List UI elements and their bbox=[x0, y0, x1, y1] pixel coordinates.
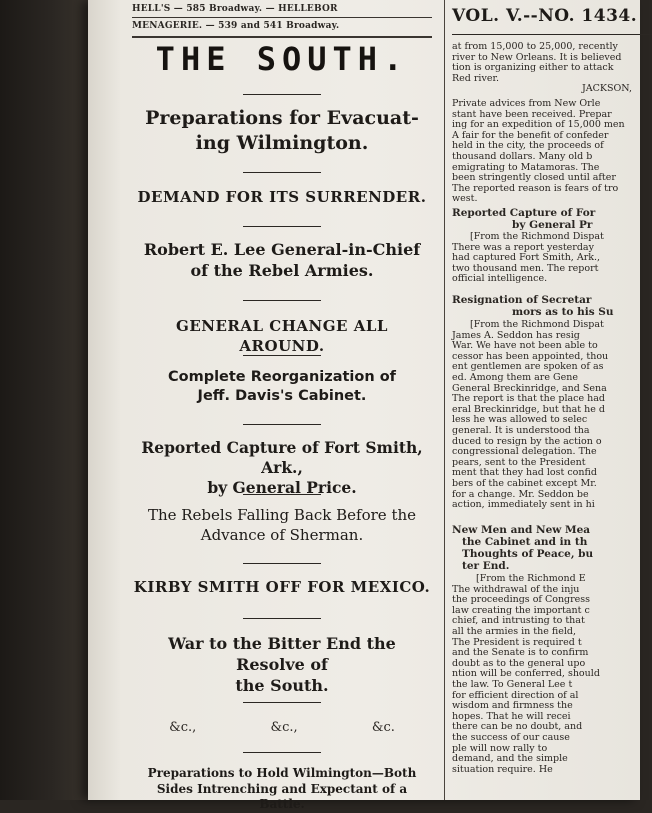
text-line: wisdom and firmness the bbox=[452, 700, 573, 712]
text-line: doubt as to the general upo bbox=[452, 657, 586, 669]
text-line: ple will now rally to bbox=[452, 742, 548, 754]
text-line: [From the Richmond Dispat bbox=[470, 319, 604, 330]
headline-deck-4: GENERAL CHANGE ALL AROUND. bbox=[176, 317, 388, 355]
section-masthead: THE SOUTH. bbox=[155, 40, 409, 78]
text-line: duced to resign by the action o bbox=[452, 435, 602, 447]
text-line: The reported reason is fears of tro bbox=[452, 182, 619, 194]
deck-rule bbox=[243, 563, 321, 564]
text-line: two thousand men. The report bbox=[452, 262, 599, 274]
text-line: Red river. bbox=[452, 72, 499, 84]
text-line: hopes. That he will recei bbox=[452, 710, 571, 722]
text-line: ment that they had lost confid bbox=[452, 467, 597, 479]
main-column bbox=[132, 0, 432, 812]
text-line: tion is organizing either to attack bbox=[452, 62, 614, 74]
text-line: chief, and intrusting to that bbox=[452, 615, 585, 627]
subhead-line: Resignation of Secretar bbox=[452, 294, 592, 306]
volume-number: VOL. V.--NO. 1434. bbox=[452, 6, 638, 26]
text-line: situation require. He bbox=[452, 763, 553, 775]
text-line: The withdrawal of the inju bbox=[452, 583, 580, 595]
subhead-fort-smith bbox=[452, 207, 652, 231]
text-line: law creating the important c bbox=[452, 604, 590, 616]
text-line: ing for an expedition of 15,000 men bbox=[452, 119, 625, 131]
text-line: stant have been received. Prepar bbox=[452, 108, 612, 120]
text-line: ed. Among them are Gene bbox=[452, 371, 578, 383]
headline-deck-5: Complete Reorganization of Jeff. Davis's Cabinet. bbox=[167, 369, 396, 404]
text-line: and the Senate is to confirm bbox=[452, 647, 589, 659]
deck-rule bbox=[243, 618, 321, 619]
bottom-deck: Preparations to Hold Wilmington—Both Sides Intrenching and Expectant of a Battle. bbox=[147, 766, 417, 812]
volume-rule bbox=[452, 34, 652, 35]
article-para-2 bbox=[452, 99, 652, 205]
text-line: bers of the cabinet except Mr. bbox=[452, 477, 597, 489]
text-line: War. We have not been able to bbox=[452, 340, 598, 352]
headline-deck-6: Reported Capture of Fort Smith, Ark., by General Price. bbox=[141, 438, 423, 498]
article-para-4 bbox=[452, 320, 652, 511]
text-line: [From the Richmond E bbox=[476, 573, 586, 584]
subhead-line: New Men and New Mea bbox=[452, 524, 591, 536]
deck-rule bbox=[243, 94, 321, 95]
column-divider bbox=[444, 0, 445, 800]
text-line: the proceedings of Congress bbox=[452, 594, 591, 606]
text-line: held in the city, the proceeds of bbox=[452, 140, 604, 152]
deck-rule bbox=[243, 226, 321, 227]
text-line: all the armies in the field, bbox=[452, 625, 576, 637]
text-line: The President is required t bbox=[452, 636, 582, 648]
deck-rule bbox=[243, 702, 321, 703]
deck-rule bbox=[243, 300, 321, 301]
text-line: [From the Richmond Dispat bbox=[470, 231, 604, 242]
text-line: the success of our cause bbox=[452, 731, 570, 743]
text-line: river to New Orleans. It is believed bbox=[452, 51, 622, 63]
background-shadow bbox=[0, 0, 90, 800]
text-line: west. bbox=[452, 193, 478, 205]
text-line: for efficient direction of al bbox=[452, 689, 579, 701]
deck-rule bbox=[243, 355, 321, 356]
subhead-line: ter End. bbox=[462, 560, 510, 572]
etc-mark: &c. bbox=[371, 720, 395, 735]
ad-line-2: MENAGERIE. — 539 and 541 Broadway. bbox=[132, 21, 340, 31]
article-para-5 bbox=[452, 574, 652, 775]
text-line: congressional delegation. The bbox=[452, 446, 597, 458]
headline-deck-1: Preparations for Evacuat- ing Wilmington. bbox=[145, 107, 419, 154]
text-line: There was a report yesterday bbox=[452, 241, 594, 253]
text-line: cessor has been appointed, thou bbox=[452, 350, 609, 362]
text-line: less he was allowed to selec bbox=[452, 414, 588, 426]
headline-deck-7: The Rebels Falling Back Before the Advance of Sherman. bbox=[147, 506, 417, 544]
headline-deck-9: War to the Bitter End the Resolve of the South. bbox=[168, 634, 396, 695]
article-para-3 bbox=[452, 232, 652, 285]
text-line: demand, and the simple bbox=[452, 753, 568, 765]
ad-line-1: HELL'S — 585 Broadway. — HELLEBOR bbox=[132, 4, 338, 14]
newspaper-page bbox=[88, 0, 640, 812]
text-line: thousand dollars. Many old b bbox=[452, 150, 593, 162]
etc-mark: &c., bbox=[270, 720, 298, 735]
text-line: been stringently closed until after bbox=[452, 172, 616, 184]
text-line: General Breckinridge, and Sena bbox=[452, 382, 607, 394]
text-line: action, immediately sent in hi bbox=[452, 499, 595, 511]
subhead-resignation bbox=[452, 294, 652, 318]
text-line: general. It is understood tha bbox=[452, 424, 590, 436]
text-line: there can be no doubt, and bbox=[452, 721, 583, 733]
deck-rule bbox=[243, 494, 321, 495]
masthead-top-rule bbox=[132, 36, 432, 38]
etc-row bbox=[132, 720, 432, 735]
right-column bbox=[452, 0, 652, 800]
subhead-line: by General Pr bbox=[512, 219, 593, 231]
text-line: eral Breckinridge, but that he d bbox=[452, 403, 605, 415]
deck-rule bbox=[243, 172, 321, 173]
subhead-line: mors as to his Su bbox=[512, 306, 614, 318]
subhead-new-men bbox=[452, 524, 652, 572]
text-line: pears, sent to the President bbox=[452, 456, 586, 468]
subhead-line: Thoughts of Peace, bu bbox=[462, 548, 594, 560]
text-line: Private advices from New Orle bbox=[452, 98, 601, 109]
etc-mark: &c., bbox=[169, 720, 197, 735]
subhead-line: the Cabinet and in th bbox=[462, 536, 588, 548]
text-line: emigrating to Matamoras. The bbox=[452, 161, 600, 173]
ad-divider bbox=[132, 17, 432, 18]
headline-deck-3: Robert E. Lee General-in-Chief of the Rebel Armies. bbox=[143, 240, 421, 280]
text-line: for a change. Mr. Seddon be bbox=[452, 488, 589, 500]
text-line: ntion will be conferred, should bbox=[452, 668, 600, 680]
text-line: A fair for the benefit of confeder bbox=[452, 129, 609, 141]
text-line: had captured Fort Smith, Ark., bbox=[452, 252, 601, 264]
text-line: ent gentlemen are spoken of as bbox=[452, 361, 604, 373]
text-line: official intelligence. bbox=[452, 273, 548, 285]
text-line: at from 15,000 to 25,000, recently bbox=[452, 41, 618, 52]
text-line: James A. Seddon has resig bbox=[452, 329, 580, 341]
dateline: JACKSON, bbox=[581, 83, 632, 95]
headline-deck-2: DEMAND FOR ITS SURRENDER. bbox=[137, 188, 427, 206]
deck-rule bbox=[243, 424, 321, 425]
text-line: the law. To General Lee t bbox=[452, 678, 573, 690]
article-para-1 bbox=[452, 42, 652, 95]
deck-rule bbox=[243, 752, 321, 753]
headline-deck-8: KIRBY SMITH OFF FOR MEXICO. bbox=[133, 578, 431, 596]
subhead-line: Reported Capture of For bbox=[452, 207, 596, 219]
text-line: The report is that the place had bbox=[452, 393, 605, 405]
